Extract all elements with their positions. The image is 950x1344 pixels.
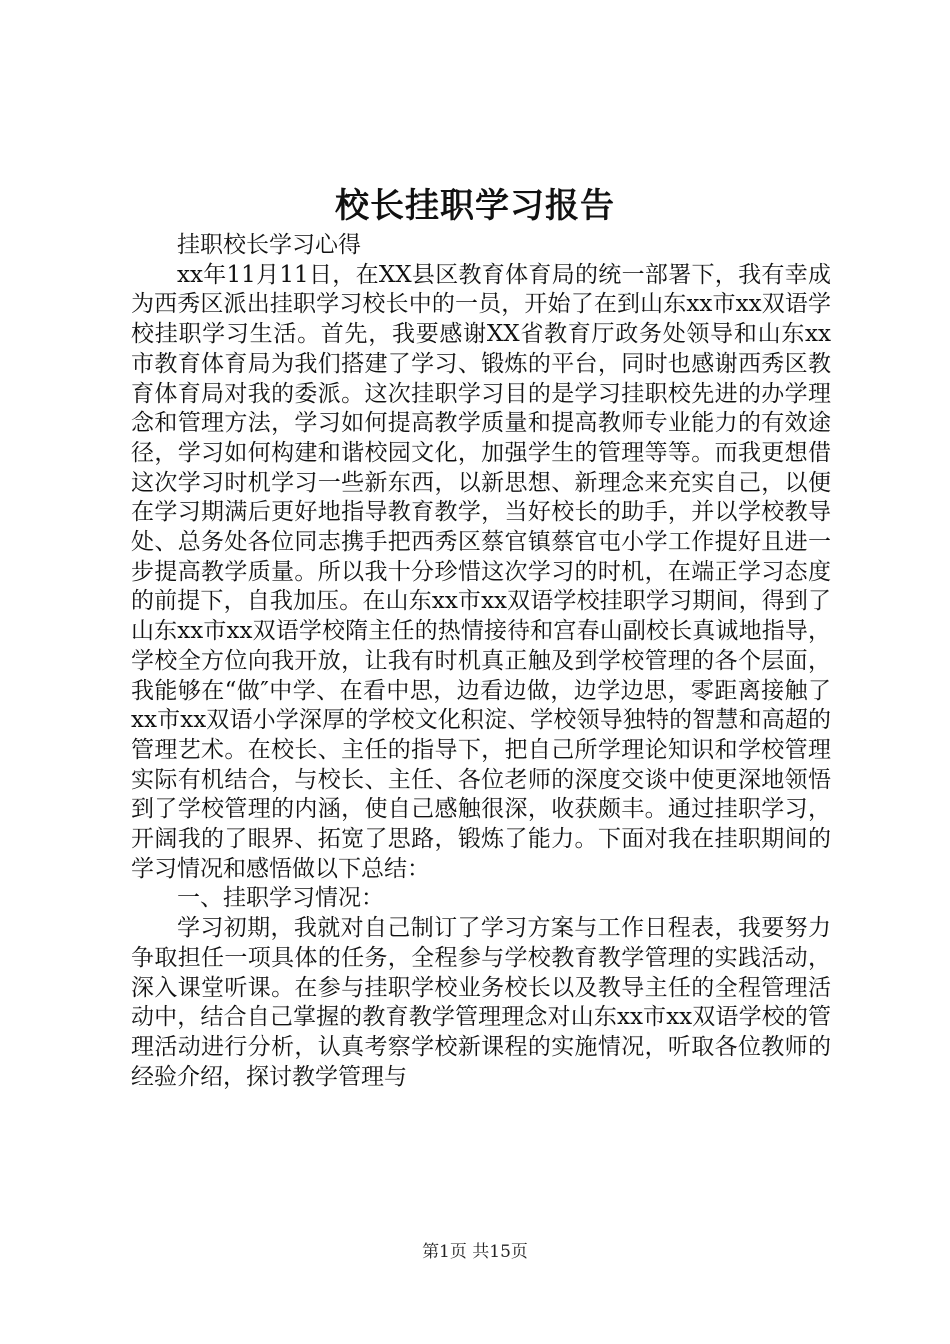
paragraph-intro: xx年11月11日，在XX县区教育体育局的统一部署下，我有幸成为西秀区派出挂职学习校长中的一员，开始了在到山东xx市xx双语学校挂职学习生活。首先，我要感谢XX省教育厅政务处领导和山东xx市教育体育局为我们搭建了学习、锻炼的平台，同时也感谢西秀区教育体育局对我的委派。这次挂职学习目的是学习挂职校先进的办学理念和管理方法，学习如何提高教学质量和提高教师专业能力的有效途径，学习如何构建和谐校园文化，加强学生的管理等等。而我更想借这次学习时机学习一些新东西，以新思想、新理念来充实自己，以便在学习期满后更好地指导教育教学，当好校长的助手，并以学校教导处、总务处各位同志携手把西秀区蔡官镇蔡官屯小学工作提好且进一步提高教学质量。所以我十分珍惜这次学习的时机，在端正学习态度的前提下，自我加压。在山东xx市xx双语学校挂职学习期间，得到了山东xx市xx双语学校隋主任的热情接待和宫春山副校长真诚地指导，学校全方位向我开放，让我有时机真正触及到学校管理的各个层面，我能够在“做″中学、在看中思，边看边做，边学边思，零距离接触了xx市xx双语小学深厚的学校文化积淀、学校领导独特的智慧和高超的管理艺术。在校长、主任的指导下，把自己所学理论知识和学校管理实际有机结合，与校长、主任、各位老师的深度交谈中使更深地领悟到了学校管理的内涵，使自己感触很深，收获颇丰。通过挂职学习，开阔我的了眼界、拓宽了思路，锻炼了能力。下面对我在挂职期间的学习情况和感悟做以下总结： [131,261,831,882]
paragraph-subtitle: 挂职校长学习心得 [177,232,361,258]
document-body [131,231,831,1092]
paragraph-body: 学习初期，我就对自己制订了学习方案与工作日程表，我要努力争取担任一项具体的任务，全程参与学校教育教学管理的实践活动，深入课堂听课。在参与挂职学校业务校长以及教导主任的全程管理活动中，结合自己掌握的教育教学管理理念对山东xx市xx双语学校的管理活动进行分析，认真考察学校新课程的实施情况，听取各位教师的经验介绍，探讨教学管理与 [131,915,831,1090]
document-title: 校长挂职学习报告 [335,186,615,226]
section-heading: 一、挂职学习情况： [177,885,384,912]
page-footer: 第1页 共15页 [422,1242,528,1262]
